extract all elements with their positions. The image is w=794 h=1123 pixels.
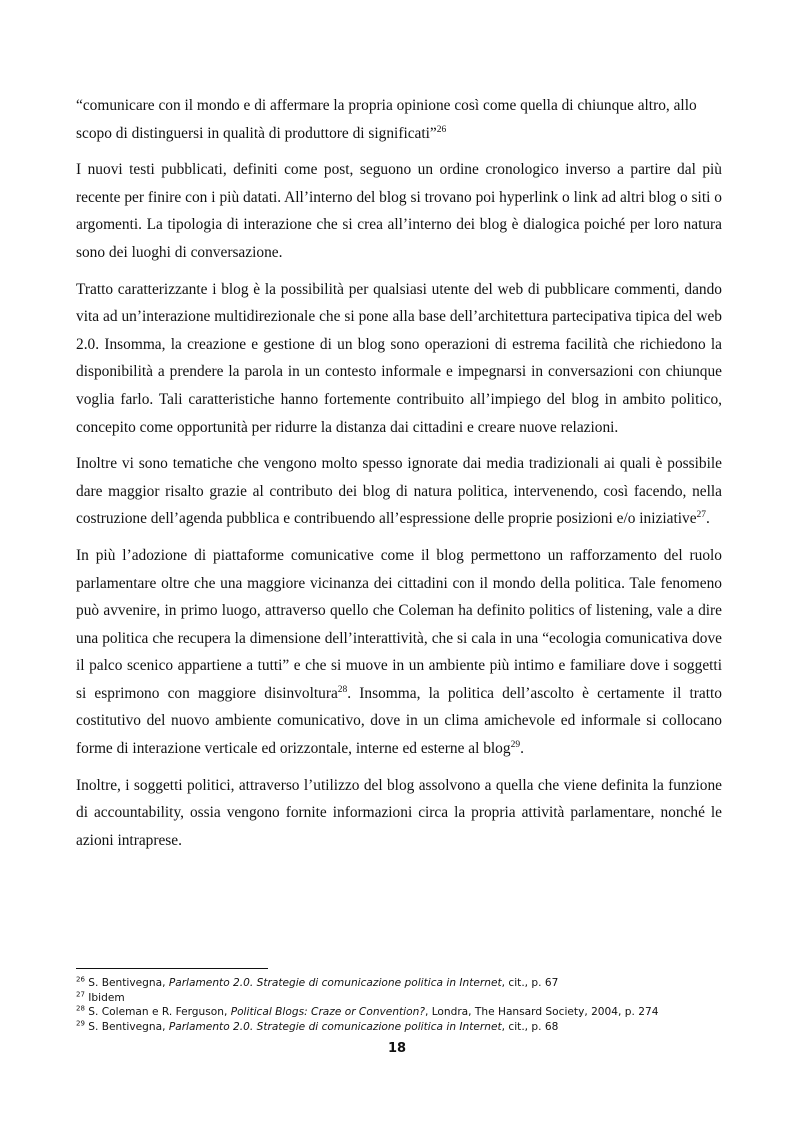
footnote-author: Ibidem — [88, 991, 125, 1004]
footnote-27 — [76, 991, 722, 1006]
footnote-citation: , cit., p. 67 — [501, 977, 559, 989]
footnotes — [76, 976, 722, 1034]
footnote-title: Parlamento 2.0. Strategie di comunicazione politica in Internet — [168, 977, 502, 989]
paragraph-political-topics — [76, 450, 722, 533]
paragraph-text: Inoltre, i soggetti politici, attraverso l’utilizzo del blog assolvono a quella che viene definita la funzione di accountability, ossia vengono fornite informazioni circa la propria attività parlamentare, nonché le azioni intraprese. — [76, 776, 722, 849]
block-quote — [76, 92, 722, 147]
footnote-title: Political Blogs: Craze or Convention? — [230, 1006, 425, 1019]
footnote-28 — [76, 1005, 722, 1020]
paragraph-blog-features — [76, 276, 722, 442]
footnote-author: S. Coleman e R. Ferguson, — [88, 1006, 231, 1019]
paragraph-text: Inoltre vi sono tematiche che vengono molto spesso ignorate dai media tradizionali ai quali è possibile dare maggior risalto grazie al contributo dei blog di natura politica, intervenendo, così facendo, nella costruzione dell’agenda pubblica e contribuendo all’espressione delle proprie posizioni e/o iniziative — [76, 455, 722, 528]
paragraph-text: Tratto caratterizzante i blog è la possibilità per qualsiasi utente del web di pubblicare commenti, dando vita ad un’interazione multidirezionale che si pone alla base dell’architettura partecipativa tipica del web 2.0. Insomma, la creazione e gestione di un blog sono operazioni di estrema facilità che richiedono la disponibilità a prendere la parola in un contesto informale e impegnarsi in conversazioni con chiunque voglia farlo. Tali caratteristiche hanno fortemente contribuito all’impiego del blog in ambito politico, concepito come opportunità per ridurre la distanza dai cittadini e creare nuove relazioni. — [76, 280, 722, 436]
footnote-number: 28 — [76, 1004, 85, 1013]
footnote-separator — [76, 968, 268, 969]
body-text — [76, 92, 722, 863]
paragraph-post-ordering — [76, 156, 722, 266]
footnote-number: 27 — [76, 990, 85, 999]
paragraph-text-end: . — [706, 510, 710, 528]
paragraph-accountability — [76, 772, 722, 855]
footnote-ref-28[interactable]: 28 — [337, 684, 348, 695]
paragraph-text: In più l’adozione di piattaforme comunicative come il blog permettono un rafforzamento del ruolo parlamentare oltre che una maggiore vicinanza dei cittadini con il mondo della politica. Tale fenomeno può avvenire, in primo luogo, attraverso quello che Coleman ha definito politics of listening, vale a dire una politica che recupera la dimensione dell’interattività, che si cala in una “ecologia comunicativa dove il palco scenico appartiene a tutti” e che si muove in un ambiente più intimo e familiare dove i soggetti si esprimono con maggiore disinvoltura — [76, 546, 722, 702]
footnote-number: 26 — [76, 975, 85, 984]
paragraph-politics-of-listening — [76, 542, 722, 763]
footnote-number: 29 — [76, 1019, 85, 1028]
footnote-title: Parlamento 2.0. Strategie di comunicazione politica in Internet — [168, 1020, 502, 1033]
footnote-author: S. Bentivegna, — [88, 977, 169, 989]
page-number: 18 — [387, 1041, 407, 1056]
footnote-citation: , Londra, The Hansard Society, 2004, p. 274 — [424, 1006, 659, 1019]
footnote-29 — [76, 1020, 722, 1035]
footnote-citation: , cit., p. 68 — [501, 1020, 559, 1033]
footnote-ref-29[interactable]: 29 — [510, 739, 521, 750]
footnote-ref-26[interactable]: 26 — [436, 124, 447, 135]
footnote-ref-27[interactable]: 27 — [696, 510, 707, 521]
paragraph-text-middle: . Insomma, la politica dell’ascolto è certamente il tratto costitutivo del nuovo ambiente comunicativo, dove in un clima amichevole ed informale si collocano forme di interazione verticale ed orizzontale, interne ed esterne al blog — [76, 684, 723, 758]
paragraph-text-end: . — [520, 740, 524, 758]
footnote-26 — [76, 976, 722, 991]
footnote-author: S. Bentivegna, — [88, 1020, 169, 1033]
quote-text: “comunicare con il mondo e di affermare la propria opinione così come quella di chiunque altro, allo scopo di distinguersi in qualità di produttore di significati” — [76, 97, 697, 142]
paragraph-text: I nuovi testi pubblicati, definiti come post, seguono un ordine cronologico inverso a partire dal più recente per finire con i più datati. All’interno del blog si trovano poi hyperlink o link ad altri blog o siti o argomenti. La tipologia di interazione che si crea all’interno dei blog è dialogica poiché per loro natura sono dei luoghi di conversazione. — [76, 161, 722, 261]
